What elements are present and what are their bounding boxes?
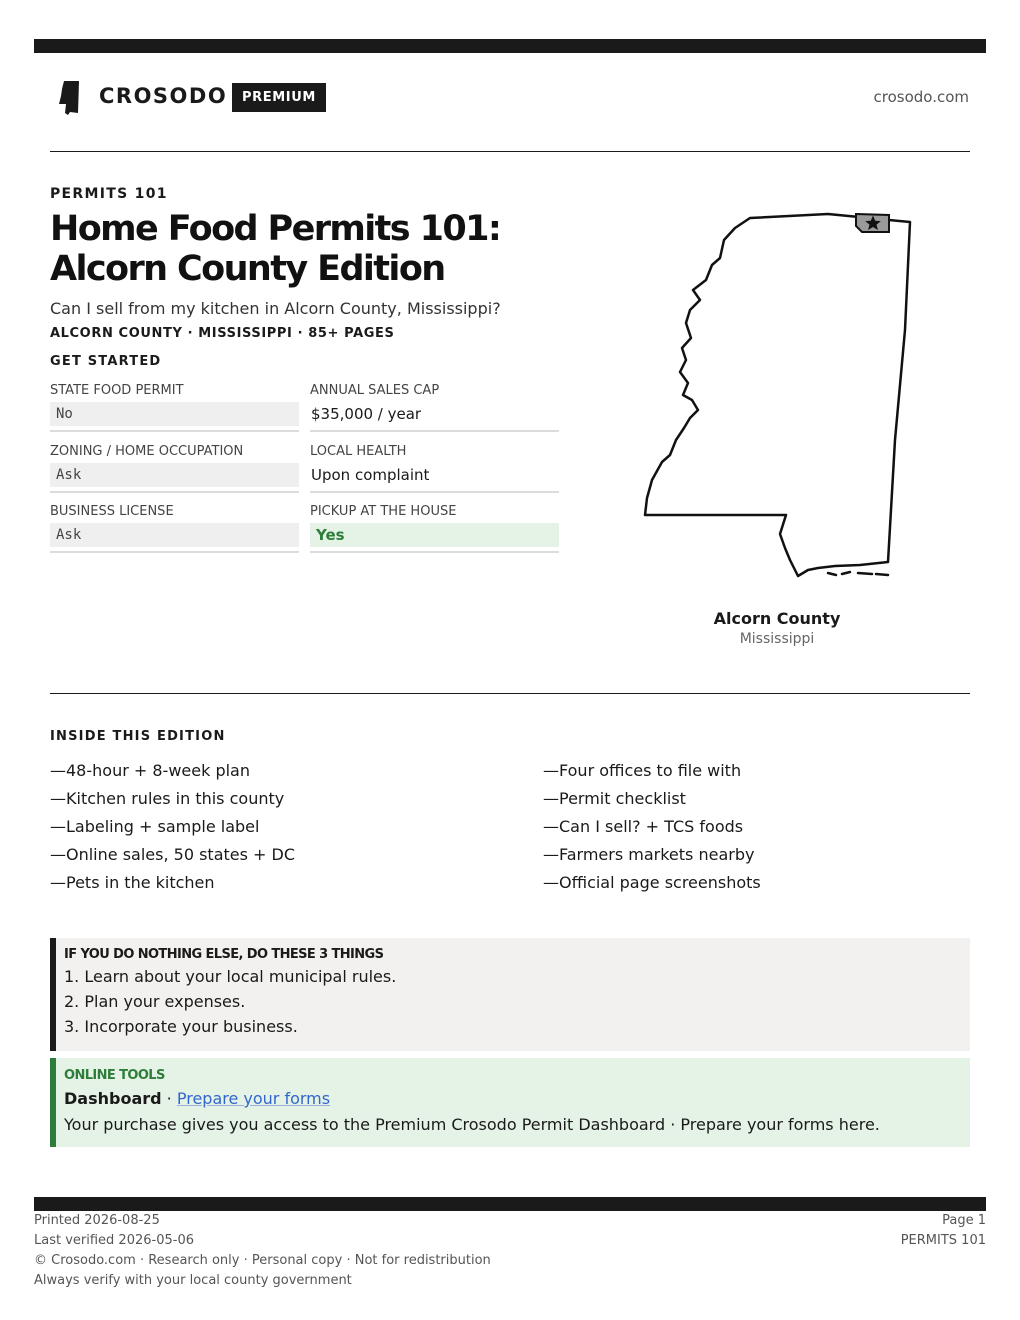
priority-callout	[50, 938, 970, 1051]
brand-name[interactable]: CROSODO	[99, 84, 228, 108]
fact-value: Ask	[50, 463, 299, 487]
premium-badge: PREMIUM	[232, 83, 326, 112]
fact-state-food-permit	[50, 382, 299, 432]
state-map	[636, 206, 920, 582]
toc-heading: INSIDE THIS EDITION	[50, 729, 226, 744]
callout-item: 2. Plan your expenses.	[64, 992, 246, 1011]
gulf-islands	[828, 572, 888, 575]
edition-meta: ALCORN COUNTY · MISSISSIPPI · 85+ PAGES	[50, 326, 395, 341]
fact-value: Yes	[310, 523, 559, 547]
section-eyebrow: PERMITS 101	[50, 186, 168, 202]
site-url[interactable]: crosodo.com	[873, 88, 969, 106]
tools-separator: ·	[161, 1089, 177, 1108]
top-rule-bar	[34, 39, 986, 53]
map-county-label: Alcorn County	[713, 609, 841, 628]
fact-label: ANNUAL SALES CAP	[310, 383, 440, 398]
fact-value: $35,000 / year	[311, 405, 422, 423]
state-outline	[645, 214, 910, 576]
fact-local-health	[310, 443, 559, 493]
toc-list-right	[543, 757, 761, 897]
get-started-heading: GET STARTED	[50, 354, 162, 369]
toc-item: —Can I sell? + TCS foods	[543, 817, 744, 836]
fact-value: No	[50, 402, 299, 426]
fact-value: Ask	[50, 523, 299, 547]
prepare-forms-link[interactable]: Prepare your forms	[176, 1089, 331, 1108]
fact-value: Upon complaint	[311, 466, 430, 484]
toc-item: —Online sales, 50 states + DC	[50, 845, 296, 864]
toc-item: —Permit checklist	[543, 789, 686, 808]
printed-date: Printed 2026-08-25	[34, 1213, 160, 1228]
disclaimer: Always verify with your local county government	[34, 1273, 352, 1288]
toc-item: —Pets in the kitchen	[50, 873, 215, 892]
dashboard-label: Dashboard	[64, 1089, 162, 1108]
fact-label: PICKUP AT THE HOUSE	[310, 504, 457, 519]
tools-dashboard-row	[64, 1086, 970, 1112]
verified-date: Last verified 2026-05-06	[34, 1233, 194, 1248]
toc-item: —Labeling + sample label	[50, 817, 260, 836]
tools-description: Your purchase gives you access to the Premium Crosodo Permit Dashboard · Prepare your forms here.	[64, 1115, 880, 1134]
fact-annual-sales-cap	[310, 382, 559, 432]
page-subtitle: Can I sell from my kitchen in Alcorn County, Mississippi?	[50, 299, 501, 318]
fact-label: ZONING / HOME OCCUPATION	[50, 444, 244, 459]
copyright: © Crosodo.com · Research only · Personal copy · Not for redistribution	[34, 1253, 491, 1268]
page-number: Page 1	[942, 1213, 986, 1228]
header	[50, 76, 970, 118]
fact-business-license	[50, 503, 299, 553]
fact-label: STATE FOOD PERMIT	[50, 383, 184, 398]
fact-pickup-at-house	[310, 503, 559, 553]
callout-item: 3. Incorporate your business.	[64, 1017, 298, 1036]
toc-item: —Kitchen rules in this county	[50, 789, 285, 808]
toc-item: —Four offices to file with	[543, 761, 742, 780]
tools-title: ONLINE TOOLS	[64, 1068, 165, 1083]
fact-label: BUSINESS LICENSE	[50, 504, 174, 519]
toc-list-left	[50, 757, 295, 897]
toc-item: —48-hour + 8-week plan	[50, 761, 250, 780]
callout-title: IF YOU DO NOTHING ELSE, DO THESE 3 THINGS	[64, 947, 384, 962]
bottom-rule-bar	[34, 1197, 986, 1211]
map-state-label: Mississippi	[739, 631, 815, 647]
callout-item: 1. Learn about your local municipal rules.	[64, 967, 397, 986]
fact-zoning	[50, 443, 299, 493]
header-divider	[50, 151, 970, 152]
page-title: Home Food Permits 101: Alcorn County Edition	[50, 209, 501, 289]
toc-item: —Official page screenshots	[543, 873, 761, 892]
section-divider	[50, 693, 970, 694]
fact-label: LOCAL HEALTH	[310, 444, 407, 459]
online-tools-box	[50, 1058, 970, 1147]
toc-item: —Farmers markets nearby	[543, 845, 755, 864]
mississippi-state-silhouette-icon	[58, 80, 82, 116]
footer-section: PERMITS 101	[900, 1233, 986, 1248]
